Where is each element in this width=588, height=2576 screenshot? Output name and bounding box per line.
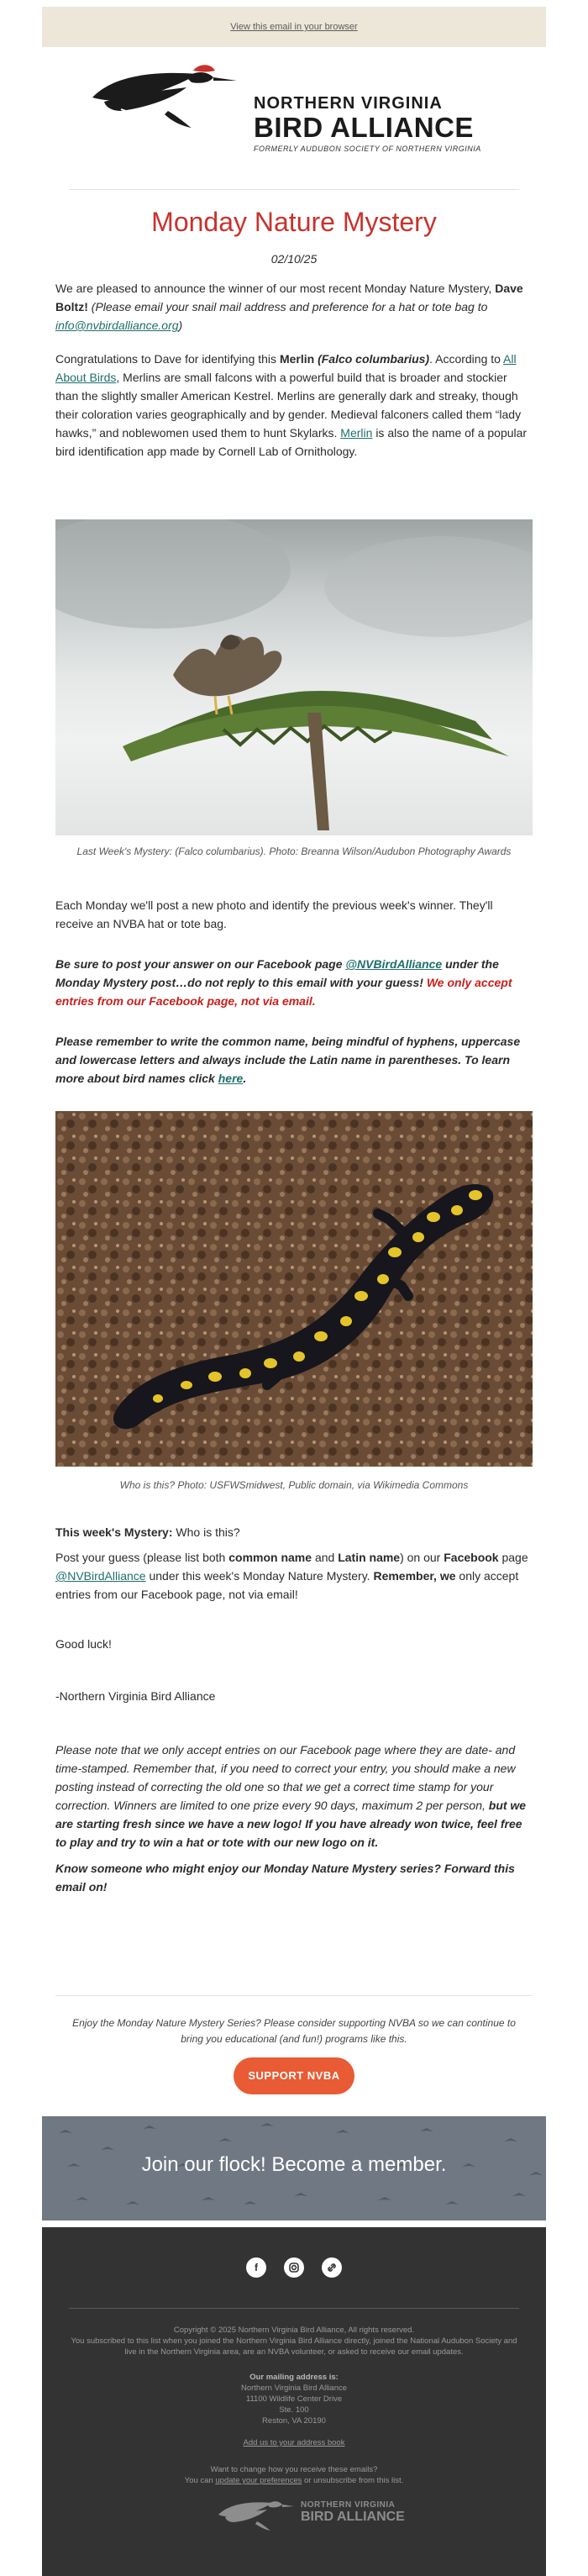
footer-address-line-1: Northern Virginia Bird Alliance bbox=[240, 2384, 348, 2393]
good-luck-text: Good luck! bbox=[55, 1637, 112, 1651]
this-week-paragraph bbox=[55, 1523, 533, 1541]
logo-wordmark bbox=[254, 94, 481, 153]
this-week-label: This week's Mystery: bbox=[55, 1525, 173, 1539]
header-divider bbox=[69, 189, 519, 190]
facebook-note-a: Be sure to post your answer on our Facebook page bbox=[55, 957, 343, 971]
post-guess-common: common name bbox=[228, 1551, 312, 1564]
post-guess-paragraph bbox=[55, 1548, 533, 1604]
footer-change-question: Want to change how you receive these emails? bbox=[210, 2465, 378, 2474]
answer-text-4: is also the name of a popular bird identification app made by Cornell Lab of Ornithology. bbox=[55, 426, 528, 458]
all-about-birds-link[interactable]: All About Birds bbox=[55, 352, 517, 384]
merlin-app-link[interactable]: Merlin bbox=[340, 426, 373, 440]
weekly-text: Each Monday we'll post a new photo and identify the previous week's winner. They'll receive an NVBA hat or tote bag. bbox=[55, 898, 493, 930]
preheader-bar bbox=[42, 7, 546, 47]
instagram-icon[interactable] bbox=[284, 2257, 304, 2278]
salamander-photo bbox=[55, 1111, 533, 1467]
footer-subscribed: You subscribed to this list when you joined the Northern Virginia Bird Alliance directly, joined the National Audubon Society and live in the Northern Virginia area, are an NVBA volunteer, or asked to receive our email updates. bbox=[71, 2336, 517, 2357]
facebook-note-b: under the Monday Mystery post…do not reply to this email with your guess! bbox=[55, 957, 499, 989]
forward-paragraph bbox=[55, 1859, 533, 1896]
post-guess-and: and bbox=[314, 1551, 335, 1564]
facebook-page-link-1[interactable]: @NVBirdAlliance bbox=[345, 957, 443, 971]
merlin-photo-caption: Last Week's Mystery: (Falco columbarius). Photo: Breanna Wilson/Audubon Photography Awards bbox=[76, 845, 512, 857]
answer-latin: (Falco columbarius) bbox=[318, 352, 430, 366]
footer-mailing-label: Our mailing address is: bbox=[249, 2373, 339, 2382]
footer-divider bbox=[69, 2308, 519, 2309]
facebook-note-paragraph bbox=[55, 955, 533, 1010]
logo-line-2: BIRD ALLIANCE bbox=[254, 112, 474, 143]
salamander-photo-illustration bbox=[55, 1111, 533, 1467]
post-guess-a: Post your guess (please list both bbox=[55, 1551, 226, 1564]
post-guess-facebook: Facebook bbox=[444, 1551, 499, 1564]
footer-preferences-line: You can update your preferences or unsubscribe from this list. bbox=[184, 2476, 404, 2485]
email-footer bbox=[42, 2227, 546, 2576]
post-guess-remember: Remember, we bbox=[373, 1569, 456, 1583]
facebook-page-link-2[interactable]: @NVBirdAlliance bbox=[55, 1569, 146, 1583]
facebook-icon[interactable]: f bbox=[246, 2257, 266, 2278]
email-header bbox=[42, 47, 546, 182]
this-week-text: Who is this? bbox=[176, 1525, 240, 1539]
naming-note-text: Please remember to write the common name, being mindful of hyphens, uppercase and lowercase letters and always include the Latin name in parentheses. To learn more about bird names click bbox=[55, 1035, 521, 1085]
post-date: 02/10/25 bbox=[270, 252, 318, 266]
post-guess-e: only accept entries from our Facebook page, not via email! bbox=[55, 1569, 519, 1601]
woodpecker-logo-icon bbox=[87, 62, 255, 129]
footer-address-line-4: Reston, VA 20190 bbox=[262, 2416, 326, 2426]
signoff-paragraph bbox=[55, 1687, 533, 1705]
footer-logo-icon bbox=[215, 2496, 299, 2531]
footer-copyright: Copyright © 2025 Northern Virginia Bird Alliance, All rights reserved. bbox=[173, 2326, 415, 2335]
support-nvba-button[interactable]: SUPPORT NVBA bbox=[234, 2057, 354, 2094]
post-guess-c: page bbox=[501, 1551, 528, 1564]
info-email-link[interactable]: info@nvbirdalliance.org bbox=[55, 319, 179, 332]
footer-address-line-3: Ste. 100 bbox=[279, 2405, 309, 2415]
support-text: Enjoy the Monday Nature Mystery Series? Please consider supporting NVBA so we can continue to bring you educational (and fun!) programs like this. bbox=[72, 2017, 516, 2045]
good-luck-paragraph bbox=[55, 1635, 533, 1653]
bird-names-here-link[interactable]: here bbox=[218, 1072, 244, 1085]
forward-text: Know someone who might enjoy our Monday Nature Mystery series? Forward this email on! bbox=[55, 1862, 515, 1894]
logo-line-1: NORTHERN VIRGINIA bbox=[254, 94, 443, 113]
prize-note: (Please email your snail mail address and preference for a hat or tote bag to bbox=[91, 300, 488, 313]
answer-paragraph bbox=[55, 350, 533, 461]
rules-paragraph bbox=[55, 1741, 533, 1852]
prize-note-end: ) bbox=[178, 319, 183, 332]
signoff-text: -Northern Virginia Bird Alliance bbox=[55, 1689, 216, 1703]
rules-bold: but we are starting fresh since we have a new logo! If you have already won twice, feel free to play and try to win a hat or tote with our new logo on it. bbox=[55, 1799, 527, 1849]
footer-logo-line-1: NORTHERN VIRGINIA bbox=[301, 2500, 396, 2510]
support-divider bbox=[55, 1995, 533, 1996]
merlin-photo bbox=[55, 519, 533, 835]
answer-text-2: . According to bbox=[429, 352, 501, 366]
naming-note-paragraph bbox=[55, 1032, 533, 1088]
website-link-icon[interactable] bbox=[322, 2257, 342, 2278]
post-guess-d: under this week's Monday Nature Mystery. bbox=[149, 1569, 370, 1583]
naming-note-end: . bbox=[243, 1072, 247, 1085]
merlin-photo-illustration bbox=[55, 519, 533, 835]
intro-text: We are pleased to announce the winner of our most recent Monday Nature Mystery, bbox=[55, 282, 492, 295]
facebook-note-red: We only accept entries from our Facebook page, not via email. bbox=[55, 976, 512, 1008]
footer-address-line-2: 11100 Wildlife Center Drive bbox=[245, 2394, 343, 2404]
join-banner[interactable] bbox=[42, 2116, 546, 2220]
add-to-address-book-link[interactable]: Add us to your address book bbox=[243, 2438, 345, 2447]
answer-text-1: Congratulations to Dave for identifying this bbox=[55, 352, 277, 366]
salamander-photo-caption: Who is this? Photo: USFWSmidwest, Public domain, via Wikimedia Commons bbox=[119, 1479, 469, 1491]
weekly-paragraph bbox=[55, 896, 533, 933]
post-guess-b: ) on our bbox=[400, 1551, 441, 1564]
answer-species: Merlin bbox=[279, 352, 315, 366]
footer-logo-line-2: BIRD ALLIANCE bbox=[301, 2510, 405, 2524]
intro-paragraph bbox=[55, 279, 533, 335]
logo-line-3: FORMERLY AUDUBON SOCIETY OF NORTHERN VIRGINIA bbox=[254, 145, 481, 153]
update-preferences-link[interactable]: update your preferences bbox=[215, 2476, 302, 2485]
view-in-browser-link[interactable]: View this email in your browser bbox=[230, 22, 358, 32]
page-title: Monday Nature Mystery bbox=[151, 207, 437, 237]
footer-logo-wordmark bbox=[301, 2500, 405, 2525]
rules-text: Please note that we only accept entries on our Facebook page where they are date- and time-stamped. Remember that, if you need to correct your entry, you should make a new posting instead of correcting the old one so that we get a correct time stamp for your correction. Winners are limited to one prize every 90 days, maximum 2 per person, bbox=[55, 1743, 516, 1812]
answer-text-3: , Merlins are small falcons with a powerful build that is broader and stockier than the slightly smaller American Kestrel. Merlins are generally dark and streaky, though their coloration varies geographically and by gender. Medieval falconers called them “lady hawks,” and noblewomen used them to hunt Skylarks. bbox=[55, 371, 522, 440]
join-banner-label: Join our flock! Become a member. bbox=[141, 2153, 447, 2176]
winner-name: Dave Boltz! bbox=[55, 282, 523, 313]
post-guess-latin: Latin name bbox=[338, 1551, 401, 1564]
